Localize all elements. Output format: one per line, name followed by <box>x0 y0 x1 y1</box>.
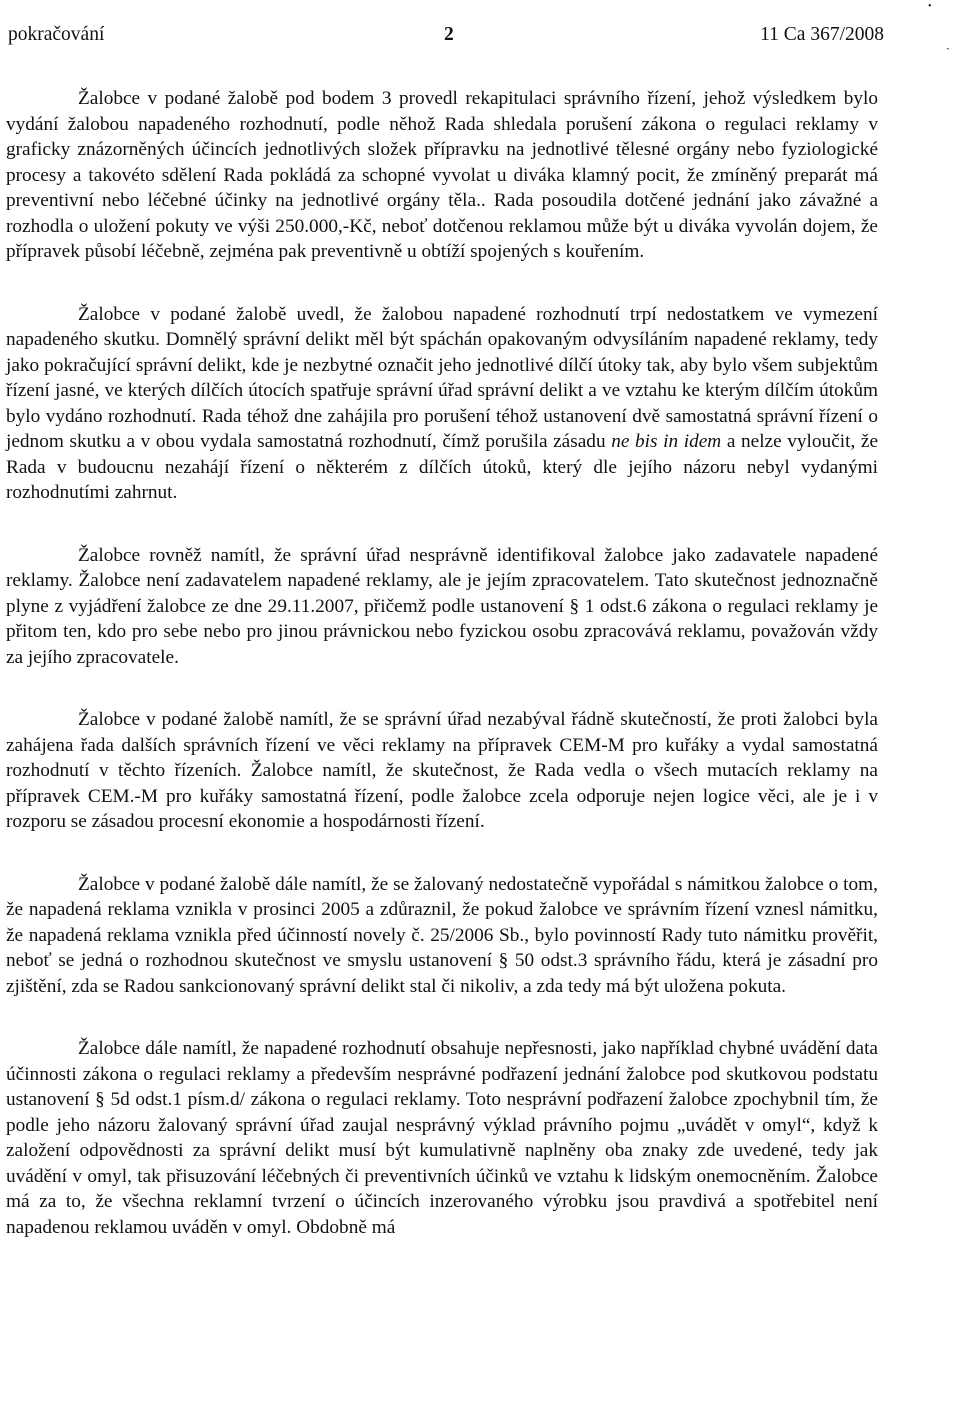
paragraph-text: Žalobce v podané žalobě dále namítl, že se žalovaný nedostatečně vypořádal s námitkou žalobce o tom, že napadená reklama vznikla v prosinci 2005 a zdůraznil, že pokud žalobce ve správním řízení vznesl námitku, že napadená reklama vznikla před účinností novely č. 25/2006 Sb., bylo povinností Rady tuto námitku prověřit, neboť se jedná o rozhodnou skutečnost ve smyslu ustanovení § 50 odst.3 správního řádu, která je zásadní pro zjištění, zda se Radou sankcionovaný správní delikt stal či nikoliv, a zda tedy má být uložena pokuta. <box>6 873 878 997</box>
document-body <box>6 86 878 1240</box>
paragraph-6 <box>6 1036 878 1240</box>
paragraph-2 <box>6 302 878 506</box>
paragraph-text: Žalobce rovněž namítl, že správní úřad nesprávně identifikoval žalobce jako zadavatele napadené reklamy. Žalobce není zadavatelem napadené reklamy, ale je jejím zpracovatelem. Tato skutečnost jednoznačně plyne z vyjádření žalobce ze dne 29.11.2007, přičemž podle ustanovení § 1 odst.6 zákona o regulaci reklamy je přitom ten, kdo pro sebe nebo pro jinou právnickou nebo fyzickou osobu zpracovává reklamu, považován vždy za jejího zpracovatele. <box>6 544 878 668</box>
paragraph-3 <box>6 543 878 671</box>
paragraph-text: Žalobce v podané žalobě namítl, že se správní úřad nezabýval řádně skutečností, že proti žalobci byla zahájena řada dalších správních řízení ve věci reklamy na přípravek CEM-M pro kuřáky a vydal samostatná rozhodnutí v těchto řízeních. Žalobce namítl, že skutečnost, že Rada vedla o všech mutacích reklamy na přípravek CEM.-M pro kuřáky samostatná řízení, podle žalobce zcela odporuje nejen logice věci, ale je i v rozporu se zásadou procesní ekonomie a hospodárnosti řízení. <box>6 709 878 832</box>
paragraph-text: Žalobce v podané žalobě pod bodem 3 provedl rekapitulaci správního řízení, jehož výsledkem bylo vydání žalobou napadeného rozhodnutí, podle něhož Rada shledala porušení zákona o regulaci reklamy v graficky znázorněných účincích jednotlivých složek přípravku na jednotlivé tělesné orgány nebo fyziologické procesy a takovéto sdělení Rada pokládá za schopné vyvolat u diváka klamný pocit, že zmíněný preparát má preventivní nebo léčebné účinky na jednotlivé orgány těla.. Rada posoudila dotčené jednání jako závažné a rozhodla o uložení pokuty ve výši 250.000,-Kč, neboť dotčenou reklamou může být u diváka vyvolán dojem, že přípravek působí léčebně, zejména pak preventivně u obtíží spojených s kouřením. <box>6 88 878 262</box>
corner-mark-side: - <box>943 42 953 55</box>
page-header <box>8 24 928 50</box>
paragraph-text: Žalobce dále namítl, že napadené rozhodnutí obsahuje nepřesnosti, jako například chybné uvádění data účinnosti zákona o regulaci reklamy a především nesprávné podřazení jednání žalobce pod skutkovou podstatu ustanovení § 5d odst.1 písm.d/ zákona o regulaci reklamy. Toto nesprávní podřazení žalobce zpochybnil tím, že podle jeho názoru žalovaný správní úřad zaujal nesprávný výklad právního pojmu „uvádět v omyl“, když k založení odpovědnosti za správní delikt musí být kumulativně naplněny oba znaky zde uvedené, tedy jak uvádění v omyl, tak přisuzování léčebných či preventivních účinků ve vztahu k lidským onemocněním. Žalobce má za to, že všechna reklamní tvrzení o účincích inzerovaného výrobku jsou pravdivá a spotřebitel není napadenou reklamou uváděn v omyl. Obdobně má <box>6 1038 878 1238</box>
paragraph-1 <box>6 86 878 265</box>
corner-mark-top: • <box>928 1 932 12</box>
continuation-label: pokračování <box>8 24 105 45</box>
case-number: 11 Ca 367/2008 <box>760 24 884 45</box>
paragraph-text: a nelze vyloučit, že Rada v budoucnu nezahájí řízení o některém z dílčích útoků, který dle jejího názoru nebyl vydanými rozhodnutími zahrnut. <box>6 431 879 503</box>
italic-phrase: ne bis in idem <box>611 431 722 452</box>
paragraph-5 <box>6 872 878 1000</box>
paragraph-text: Žalobce v podané žalobě uvedl, že žalobou napadené rozhodnutí trpí nedostatkem ve vymezení napadeného skutku. Domnělý správní delikt měl být spáchán opakovaným odvysíláním napadené reklamy, tedy jako pokračující správní delikt, kde je nezbytné označit jeho jednotlivé dílčí útoky tak, aby bylo všem subjektům řízení jasné, ve kterých dílčích útocích spatřuje správní úřad správní delikt a ve vztahu ke kterým dílčím útokům bylo vydáno rozhodnutí. Rada téhož dne zahájila pro porušení téhož ustanovení dvě samostatná správní řízení o jednom skutku a v obou vydala samostatná rozhodnutí, čímž porušila zásadu <box>6 303 878 452</box>
page-number: 2 <box>444 24 454 45</box>
paragraph-4 <box>6 707 878 835</box>
